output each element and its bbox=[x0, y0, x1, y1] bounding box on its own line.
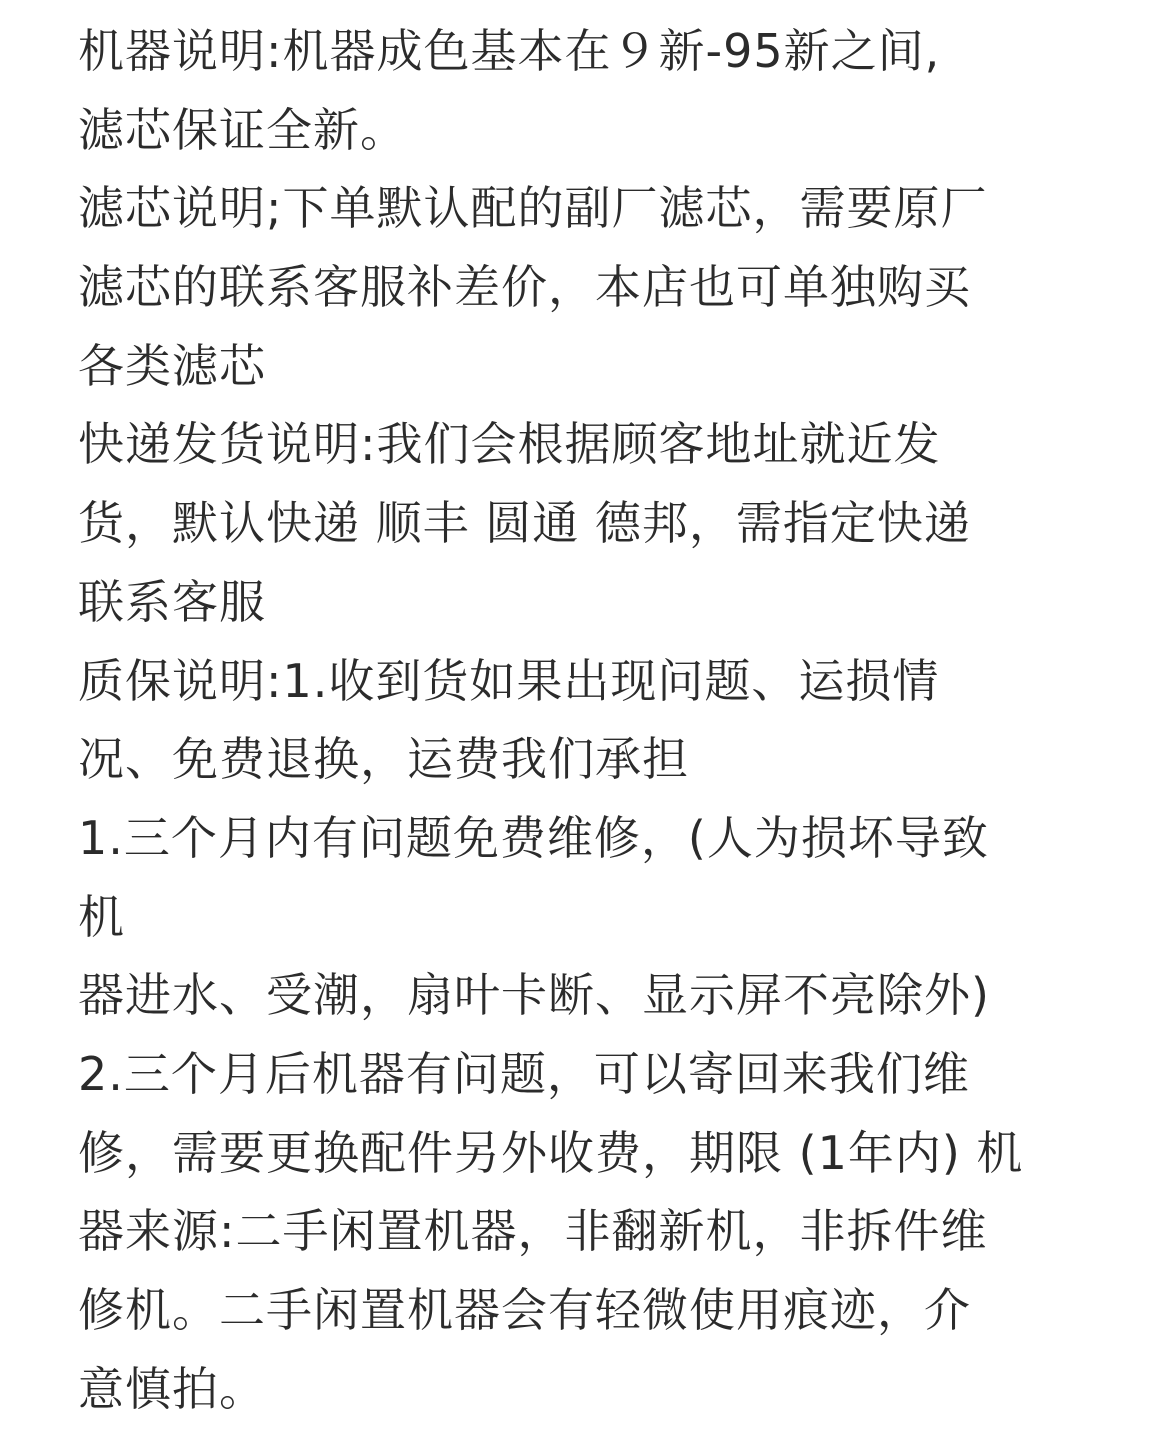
text-line: 滤芯说明;下单默认配的副厂滤芯，需要原厂 bbox=[78, 181, 988, 236]
text-line: 滤芯保证全新。 bbox=[78, 102, 407, 157]
text-line: 修，需要更换配件另外收费，期限 (1年内) 机 bbox=[78, 1125, 1024, 1180]
text-line: 器来源:二手闲置机器，非翻新机，非拆件维 bbox=[78, 1204, 988, 1259]
text-line: 1.三个月内有问题免费维修，(人为损坏导致 bbox=[78, 810, 989, 865]
text-line: 意慎拍。 bbox=[78, 1361, 266, 1416]
text-line: 质保说明:1.收到货如果出现问题、运损情 bbox=[78, 653, 940, 708]
text-line: 联系客服 bbox=[78, 574, 266, 629]
text-line: 快递发货说明:我们会根据顾客地址就近发 bbox=[78, 417, 941, 472]
text-line: 修机。二手闲置机器会有轻微使用痕迹，介 bbox=[78, 1283, 971, 1337]
text-line: 货，默认快递 顺丰 圆通 德邦，需指定快递 bbox=[78, 496, 971, 551]
text-line: 机器说明:机器成色基本在９新-95新之间, bbox=[78, 24, 941, 78]
text-line: 机 bbox=[78, 889, 125, 944]
text-line: 器进水、受潮，扇叶卡断、显示屏不亮除外) bbox=[78, 968, 990, 1023]
text-line: 2.三个月后机器有问题，可以寄回来我们维 bbox=[78, 1046, 970, 1101]
text-line: 况、免费退换，运费我们承担 bbox=[78, 732, 689, 787]
text-line: 各类滤芯 bbox=[78, 338, 266, 393]
product-description bbox=[78, 12, 1138, 1428]
text-line: 滤芯的联系客服补差价，本店也可单独购买 bbox=[78, 260, 971, 315]
